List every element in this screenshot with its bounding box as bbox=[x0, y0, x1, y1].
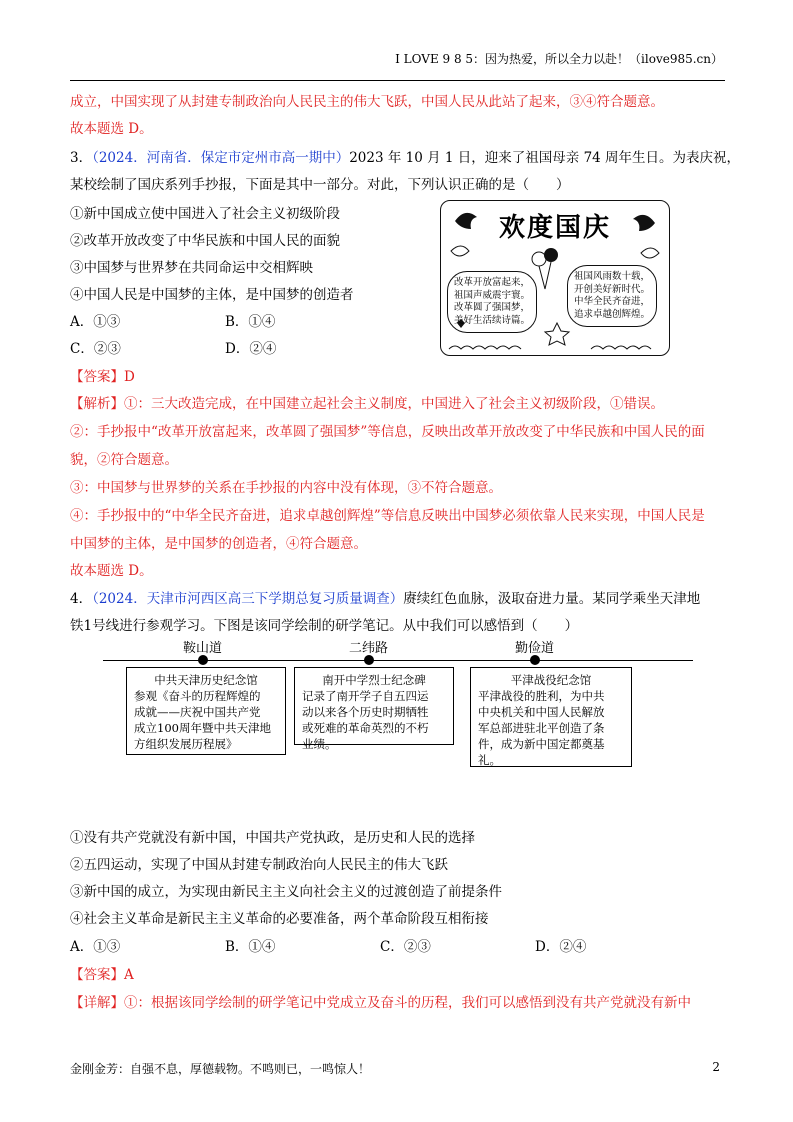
page-footer-motto: 金刚金芳：自强不息，厚德载物。不鸣则已，一鸣惊人！ bbox=[70, 1062, 371, 1076]
q3-option-a: A．①③ bbox=[70, 314, 121, 330]
q3-analysis-2: ②：手抄报中“改革开放富起来，改革圆了强国梦”等信息，反映出改革开放改变了中华民族和中国人民的面 bbox=[70, 424, 705, 440]
note-box-1-line-2: 成就——庆祝中国共产党 bbox=[134, 705, 261, 719]
poster-left-line-2: 祖国声威震宇寰。 bbox=[454, 289, 531, 301]
q4-option-d: D．②④ bbox=[535, 939, 587, 955]
note-box-2-title: 南开中学烈士纪念碑 bbox=[322, 673, 426, 687]
q3-option-b: B．①④ bbox=[225, 314, 276, 330]
leaf-right-icon bbox=[641, 248, 659, 258]
q4-item-2: ②五四运动，实现了中国从封建专制政治向人民民主的伟大飞跃 bbox=[70, 857, 448, 873]
note-box-3 bbox=[470, 667, 632, 767]
note-box-1-line-3: 成立100周年暨中共天津地 bbox=[134, 721, 271, 735]
q3-number: 3． bbox=[70, 150, 93, 166]
note-box-3-line-4: 件，成为新中国定都奠基 bbox=[478, 737, 605, 751]
note-box-2-line-4: 业绩。 bbox=[302, 737, 337, 751]
note-box-3-line-3: 军总部进驻北平创造了条 bbox=[478, 721, 605, 735]
q4-option-b: B．①④ bbox=[225, 939, 276, 955]
header-divider bbox=[70, 80, 725, 81]
station-label-1: 鞍山道 bbox=[183, 641, 223, 656]
leaf-left-icon bbox=[451, 246, 469, 256]
page-number: 2 bbox=[712, 1060, 720, 1074]
q3-stem-text: 2023 年 10 月 1 日，迎来了祖国母亲 74 周年生日。为表庆祝， bbox=[349, 150, 741, 166]
q3-answer-tag: 【答案】 bbox=[70, 369, 124, 385]
q4-detail bbox=[70, 993, 691, 1013]
q3-answer-value: D bbox=[124, 369, 135, 385]
q4-stem-line1 bbox=[70, 589, 700, 609]
station-dot-3 bbox=[530, 655, 540, 665]
q4-item-1: ①没有共产党就没有新中国，中国共产党执政，是历史和人民的选择 bbox=[70, 830, 475, 846]
poster-right-line-3: 中华全民齐奋进， bbox=[574, 296, 651, 307]
dove-right-icon bbox=[633, 215, 655, 231]
note-box-2 bbox=[294, 667, 454, 751]
note-box-1-title: 中共天津历史纪念馆 bbox=[154, 673, 258, 687]
q3-item-1: ①新中国成立使中国进入了社会主义初级阶段 bbox=[70, 206, 340, 222]
q4-answer-tag: 【答案】 bbox=[70, 967, 124, 983]
prev-conclusion: 故本题选 D。 bbox=[70, 121, 153, 137]
q4-number: 4． bbox=[70, 591, 93, 607]
q3-stem-line2: 某校绘制了国庆系列手抄报，下面是其中一部分。对此，下列认识正确的是（ ） bbox=[70, 177, 570, 193]
poster-left-line-4: 美好生活续诗篇。 bbox=[454, 314, 531, 326]
note-box-1 bbox=[126, 667, 286, 755]
note-box-2-line-2: 动以来各个历史时期牺牲 bbox=[302, 705, 429, 719]
note-box-3-line-1: 平津战役的胜利，为中共 bbox=[478, 689, 605, 703]
q4-item-4: ④社会主义革命是新民主主义革命的必要准备，两个革命阶段互相衔接 bbox=[70, 911, 489, 927]
note-box-3-title: 平津战役纪念馆 bbox=[510, 673, 592, 687]
q3-option-c: C．②③ bbox=[70, 341, 121, 357]
q3-analysis-5: ④：手抄报中的“中华全民齐奋进，追求卓越创辉煌”等信息反映出中国梦必须依靠人民来实现，中国人民是 bbox=[70, 508, 705, 524]
poster-right-line-1: 祖国风雨数十载， bbox=[574, 271, 651, 282]
q3-options-row1 bbox=[70, 312, 275, 332]
q3-item-2: ②改革开放改变了中华民族和中国人民的面貌 bbox=[70, 233, 340, 249]
balloon-2-icon bbox=[544, 248, 558, 262]
q4-item-3: ③新中国的成立，为实现由新民主主义向社会主义的过渡创造了前提条件 bbox=[70, 884, 502, 900]
note-box-3-line-2: 中央机关和中国人民解放 bbox=[478, 705, 605, 719]
q4-detail-text: ①：根据该同学绘制的研学笔记中党成立及奋斗的历程，我们可以感悟到没有共产党就没有新中 bbox=[124, 995, 691, 1011]
q3-source: （2024．河南省．保定市定州市高一期中） bbox=[92, 150, 350, 166]
q4-options-row bbox=[70, 937, 586, 957]
note-box-2-line-3: 或死难的革命英烈的不朽 bbox=[302, 721, 429, 735]
q4-stem-line2: 铁1号线进行参观学习。下图是该同学绘制的研学笔记。从中我们可以感悟到（ ） bbox=[70, 618, 579, 634]
national-day-poster bbox=[440, 200, 670, 356]
balloon-1-icon bbox=[532, 252, 546, 266]
station-label-3: 勤俭道 bbox=[515, 641, 555, 656]
poster-left-line-3: 改革圆了强国梦， bbox=[454, 302, 531, 313]
q3-analysis-4: ③：中国梦与世界梦的关系在手抄报的内容中没有体现，③不符合题意。 bbox=[70, 480, 502, 496]
q4-option-c: C．②③ bbox=[380, 939, 431, 955]
q4-answer bbox=[70, 965, 134, 985]
note-box-3-line-5: 礼。 bbox=[478, 753, 501, 767]
q3-answer bbox=[70, 367, 135, 387]
q4-source: （2024．天津市河西区高三下学期总复习质量调查） bbox=[92, 591, 404, 607]
wave-doodle-right bbox=[591, 346, 651, 349]
q3-analysis-text-1: ①：三大改造完成，在中国建立起社会主义制度，中国进入了社会主义初级阶段，①错误。 bbox=[124, 396, 664, 412]
q3-item-3: ③中国梦与世界梦在共同命运中交相辉映 bbox=[70, 260, 313, 276]
poster-right-line-2: 开创美好新时代。 bbox=[574, 283, 651, 295]
poster-left-line-1: 改革开放富起来， bbox=[454, 277, 531, 288]
poster-right-line-4: 追求卓越创辉煌。 bbox=[574, 308, 651, 320]
q3-analysis-6: 中国梦的主体，是中国梦的创造者，④符合题意。 bbox=[70, 536, 367, 552]
prev-analysis-line: 成立，中国实现了从封建专制政治向人民民主的伟大飞跃，中国人民从此站了起来，③④符合题意。 bbox=[70, 94, 664, 110]
poster-left-bubble bbox=[447, 271, 537, 333]
q3-analysis-3: 貌，②符合题意。 bbox=[70, 452, 178, 468]
poster-right-bubble bbox=[567, 265, 657, 327]
q3-option-d: D．②④ bbox=[225, 341, 277, 357]
page-header: I LOVE 9 8 5：因为热爱，所以全力以赴！（ilove985.cn） bbox=[395, 52, 723, 66]
q4-answer-value: A bbox=[124, 967, 134, 983]
q3-analysis-tag: 【解析】 bbox=[70, 396, 124, 412]
station-label-2: 二纬路 bbox=[349, 641, 389, 656]
poster-title: 欢度国庆 bbox=[498, 213, 611, 243]
q4-option-a: A．①③ bbox=[70, 939, 121, 955]
note-box-2-line-1: 记录了南开学子自五四运 bbox=[302, 689, 429, 703]
q4-detail-tag: 【详解】 bbox=[70, 995, 124, 1011]
subway-line bbox=[103, 660, 693, 661]
station-dot-2 bbox=[364, 655, 374, 665]
q3-stem-line1 bbox=[70, 148, 740, 168]
note-box-1-line-4: 方组织发展历程展》 bbox=[134, 737, 238, 751]
q3-analysis-1 bbox=[70, 394, 664, 414]
star-icon bbox=[545, 323, 569, 345]
q3-options-row2 bbox=[70, 339, 276, 359]
q3-item-4: ④中国人民是中国梦的主体，是中国梦的创造者 bbox=[70, 287, 354, 303]
q4-stem-text: 赓续红色血脉，汲取奋进力量。某同学乘坐天津地 bbox=[403, 591, 701, 607]
note-box-1-line-1: 参观《奋斗的历程辉煌的 bbox=[134, 689, 261, 703]
q3-conclusion: 故本题选 D。 bbox=[70, 563, 153, 579]
station-dot-1 bbox=[198, 655, 208, 665]
dove-left-icon bbox=[455, 213, 477, 229]
wave-doodle-left bbox=[449, 346, 521, 349]
